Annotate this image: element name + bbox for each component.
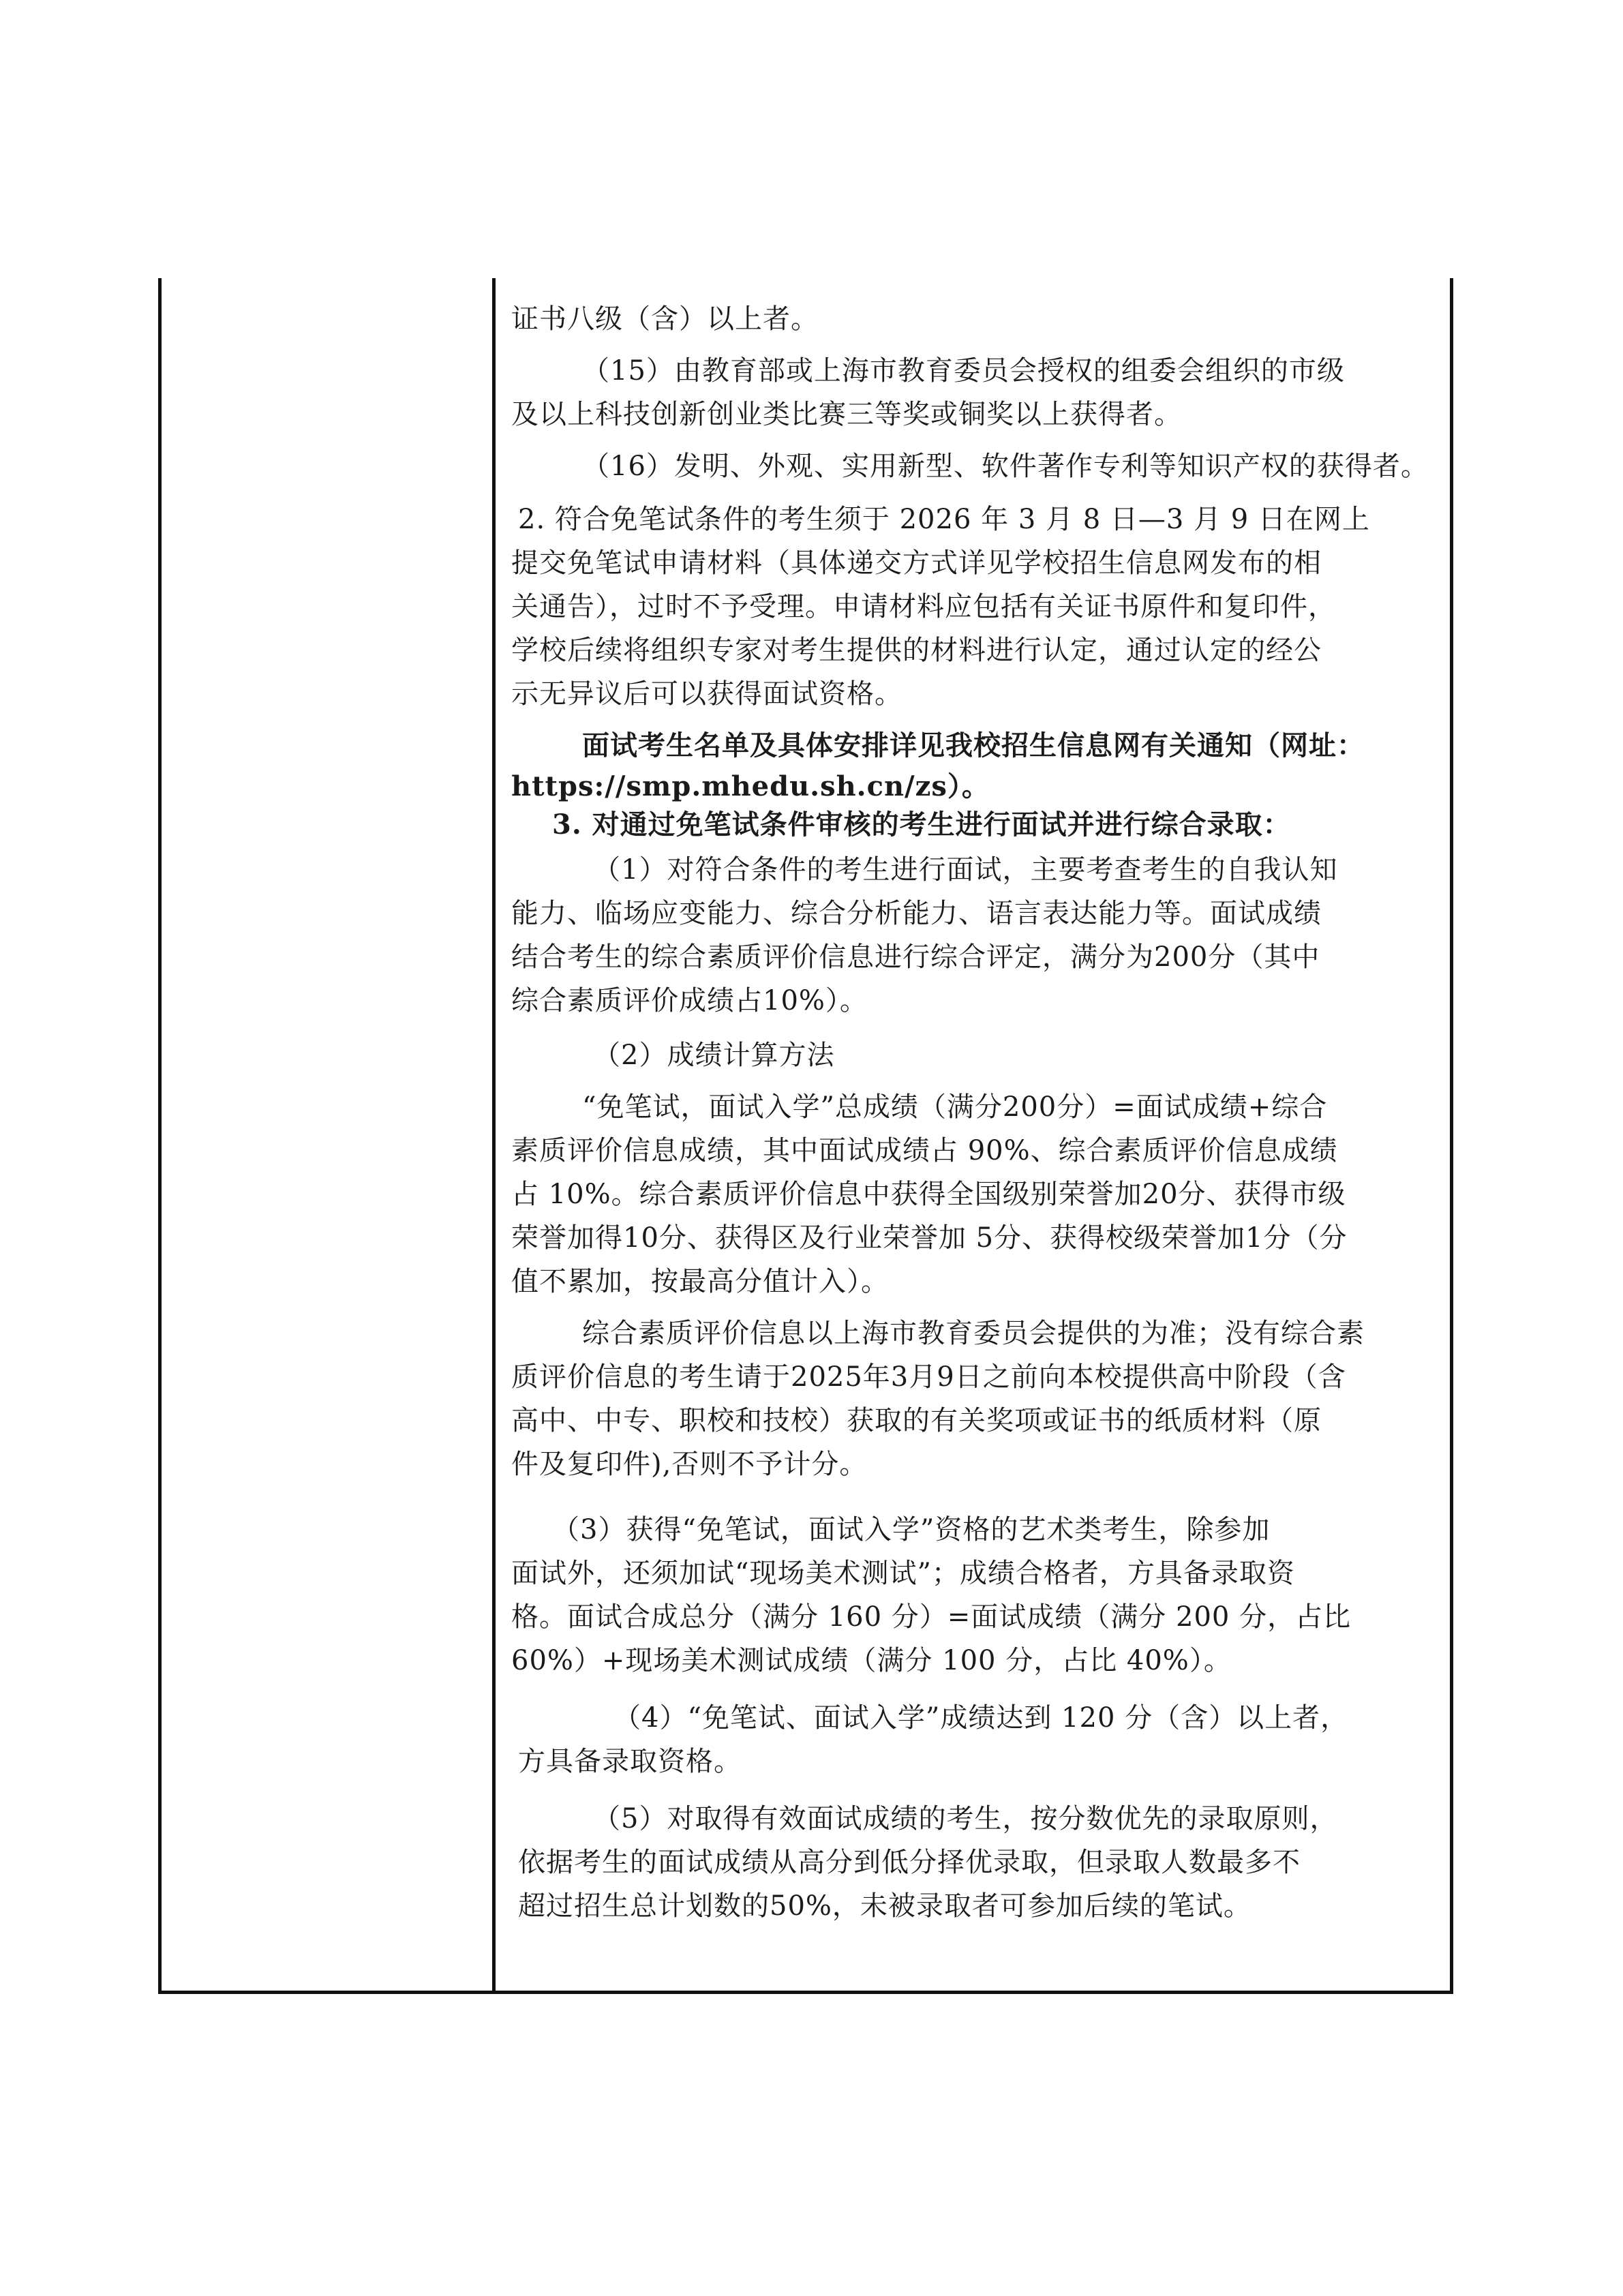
text-line: 占 10%。综合素质评价信息中获得全国级别荣誉加20分、获得市级 <box>511 1179 1346 1210</box>
text-line: （4）“免笔试、面试入学”成绩达到 120 分（含）以上者， <box>613 1702 1349 1734</box>
text-line: 综合素质评价成绩占10%）。 <box>511 985 868 1016</box>
text-line: （16）发明、外观、实用新型、软件著作专利等知识产权的获得者。 <box>582 451 1429 482</box>
text-line: 示无异议后可以获得面试资格。 <box>511 678 902 710</box>
text-line: 面试外，还须加试“现场美术测试”；成绩合格者，方具备录取资 <box>511 1558 1295 1589</box>
text-line: 格。面试合成总分（满分 160 分）=面试成绩（满分 200 分，占比 <box>511 1601 1352 1633</box>
text-line: （15）由教育部或上海市教育委员会授权的组委会组织的市级 <box>582 355 1345 387</box>
text-line: https://smp.mhedu.sh.cn/zs）。 <box>511 770 990 802</box>
text-line: （5）对取得有效面试成绩的考生，按分数优先的录取原则， <box>593 1803 1338 1834</box>
text-line: 依据考生的面试成绩从高分到低分择优录取，但录取人数最多不 <box>518 1847 1301 1878</box>
text-line: 件及复印件),否则不予计分。 <box>511 1449 868 1480</box>
text-line: 结合考生的综合素质评价信息进行综合评定，满分为200分（其中 <box>511 941 1320 973</box>
text-line: 方具备录取资格。 <box>518 1746 742 1777</box>
text-line: 能力、临场应变能力、综合分析能力、语言表达能力等。面试成绩 <box>511 898 1322 929</box>
table-left-border <box>158 278 162 1993</box>
table-column-divider <box>492 278 496 1993</box>
text-line: （1）对符合条件的考生进行面试，主要考查考生的自我认知 <box>593 854 1338 886</box>
text-line: （3）获得“免笔试，面试入学”资格的艺术类考生，除参加 <box>552 1514 1271 1545</box>
text-line: 面试考生名单及具体安排详见我校招生信息网有关通知（网址： <box>582 729 1365 761</box>
text-line: 素质评价信息成绩，其中面试成绩占 90%、综合素质评价信息成绩 <box>511 1135 1338 1166</box>
text-line: 证书八级（含）以上者。 <box>511 303 819 335</box>
text-line: 及以上科技创新创业类比赛三等奖或铜奖以上获得者。 <box>511 399 1182 430</box>
text-line: （2）成绩计算方法 <box>593 1040 835 1071</box>
text-line: 综合素质评价信息以上海市教育委员会提供的为准；没有综合素 <box>582 1318 1365 1349</box>
text-line: 关通告），过时不予受理。申请材料应包括有关证书原件和复印件， <box>511 591 1336 622</box>
text-line: 学校后续将组织专家对考生提供的材料进行认定，通过认定的经公 <box>511 635 1322 666</box>
text-line: 2. 符合免笔试条件的考生须于 2026 年 3 月 8 日—3 月 9 日在网上 <box>518 504 1370 535</box>
admission-rules-table <box>158 278 1453 1993</box>
text-line: 值不累加，按最高分值计入）。 <box>511 1266 889 1297</box>
text-line: 荣誉加得10分、获得区及行业荣誉加 5分、获得校级荣誉加1分（分 <box>511 1222 1348 1254</box>
text-line: 3. 对通过免笔试条件审核的考生进行面试并进行综合录取： <box>552 809 1291 841</box>
table-bottom-border <box>158 1991 1453 1994</box>
text-line: 提交免笔试申请材料（具体递交方式详见学校招生信息网发布的相 <box>511 547 1322 579</box>
text-line: “免笔试，面试入学”总成绩（满分200分）=面试成绩+综合 <box>582 1091 1328 1123</box>
text-line: 质评价信息的考生请于2025年3月9日之前向本校提供高中阶段（含 <box>511 1361 1346 1393</box>
text-line: 60%）+现场美术测试成绩（满分 100 分，占比 40%）。 <box>511 1645 1232 1676</box>
text-line: 高中、中专、职校和技校）获取的有关奖项或证书的纸质材料（原 <box>511 1405 1322 1436</box>
table-right-border <box>1450 278 1453 1993</box>
text-line: 超过招生总计划数的50%，未被录取者可参加后续的笔试。 <box>518 1890 1252 1922</box>
